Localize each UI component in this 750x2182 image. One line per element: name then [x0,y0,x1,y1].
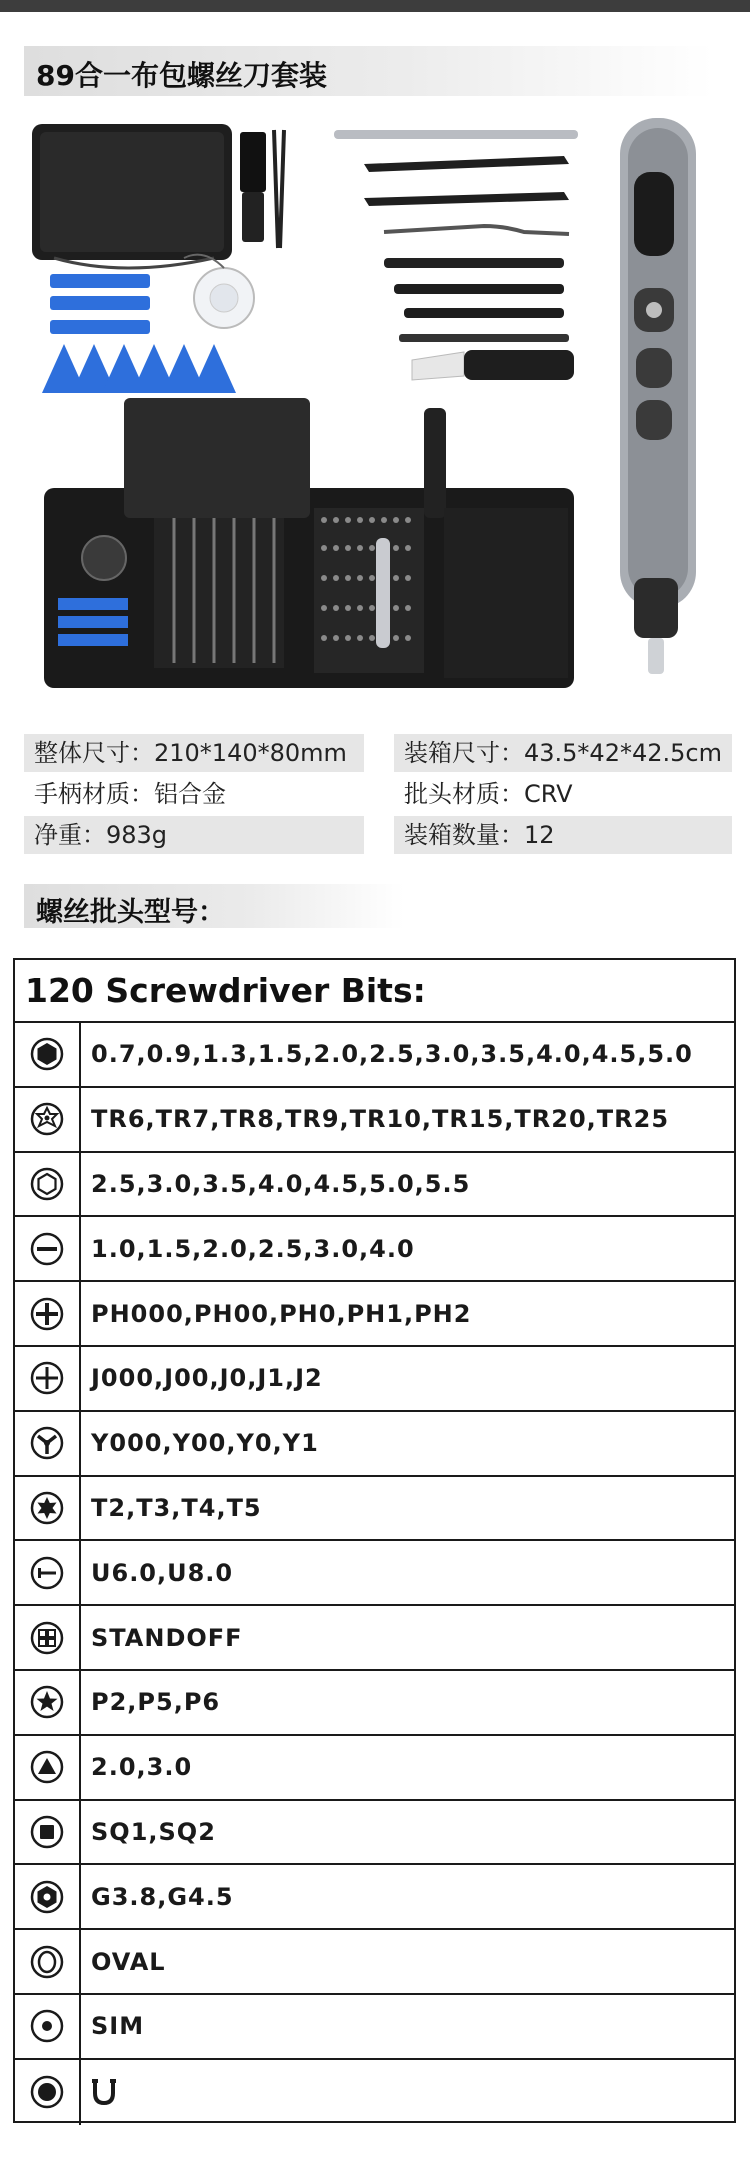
tweezers-image [240,130,284,248]
bit-sizes: U6.0,U8.0 [91,1558,234,1587]
open-pouch-image [44,398,574,688]
table-row [15,1671,734,1736]
bit-sizes: SIM [91,2012,145,2041]
bit-sizes: PH000,PH00,PH0,PH1,PH2 [91,1299,472,1328]
torx-icon [30,1491,64,1525]
triangle-icon [30,1750,64,1784]
spec-handle-material: 手柄材质：铝合金 [34,780,226,808]
bit-sizes: Y000,Y00,Y0,Y1 [91,1429,319,1458]
electric-screwdriver-image [620,118,696,674]
table-row [15,1153,734,1218]
table-row [15,1088,734,1153]
bit-sizes: STANDOFF [91,1623,243,1652]
table-row [15,1995,734,2060]
metal-tools-image [334,130,578,380]
table-row [15,1606,734,1671]
spec-carton-size: 装箱尺寸：43.5*42*42.5cm [394,734,732,772]
bit-sizes: 2.5,3.0,3.5,4.0,4.5,5.0,5.5 [91,1169,471,1198]
table-row [15,1347,734,1412]
guitar-picks-image [42,344,236,393]
bit-sizes: G3.8,G4.5 [91,1882,234,1911]
bit-sizes: P2,P5,P6 [91,1688,221,1717]
page-title: 89合一布包螺丝刀套装 [36,59,327,92]
table-row [15,2060,734,2125]
section-band [24,884,404,928]
table-row [15,1023,734,1088]
standoff-icon [30,1621,64,1655]
u-shape-icon [30,1556,64,1590]
bit-sizes: TR6,TR7,TR8,TR9,TR10,TR15,TR20,TR25 [91,1105,670,1134]
slotted-icon [30,1232,64,1266]
cross-icon [30,1361,64,1395]
suction-cup-image [184,255,254,328]
spec-carton-qty: 装箱数量：12 [394,816,732,854]
product-image [24,108,724,704]
oval-icon [30,1945,64,1979]
gamebit-icon [30,1880,64,1914]
torx-star-icon [30,1102,64,1136]
magnet-icon [91,2077,117,2107]
bit-sizes: 0.7,0.9,1.3,1.5,2.0,2.5,3.0,3.5,4.0,4.5,5.0 [91,1040,693,1069]
solid-circle-icon [30,2075,64,2109]
table-row [15,1541,734,1606]
bits-table-header: 120 Screwdriver Bits: [15,960,734,1023]
tri-wing-icon [30,1426,64,1460]
section-title: 螺丝批头型号： [36,897,225,928]
spec-bit-material: 批头材质：CRV [404,780,573,808]
bit-sizes: J000,J00,J0,J1,J2 [91,1364,323,1393]
bit-sizes: 1.0,1.5,2.0,2.5,3.0,4.0 [91,1234,415,1263]
table-row [15,1477,734,1542]
square-icon [30,1815,64,1849]
bit-sizes: 2.0,3.0 [91,1753,193,1782]
bit-sizes: T2,T3,T4,T5 [91,1493,262,1522]
table-row [15,1801,734,1866]
sim-icon [30,2009,64,2043]
blue-pry-tools-image [50,274,150,334]
closed-pouch-image [32,124,232,268]
table-row [15,1865,734,1930]
bit-sizes: OVAL [91,1947,166,1976]
pentalobe-icon [30,1685,64,1719]
hollow-hex-icon [30,1167,64,1201]
top-bar [0,0,750,12]
table-row [15,1217,734,1282]
table-row [15,1736,734,1801]
table-row [15,1930,734,1995]
phillips-icon [30,1297,64,1331]
bits-table [13,958,736,2123]
hex-icon [30,1037,64,1071]
spec-net-weight: 净重：983g [24,816,364,854]
spec-overall-size: 整体尺寸：210*140*80mm [24,734,364,772]
table-row [15,1282,734,1347]
table-row [15,1412,734,1477]
bit-sizes: SQ1,SQ2 [91,1817,216,1846]
title-band [24,46,714,96]
